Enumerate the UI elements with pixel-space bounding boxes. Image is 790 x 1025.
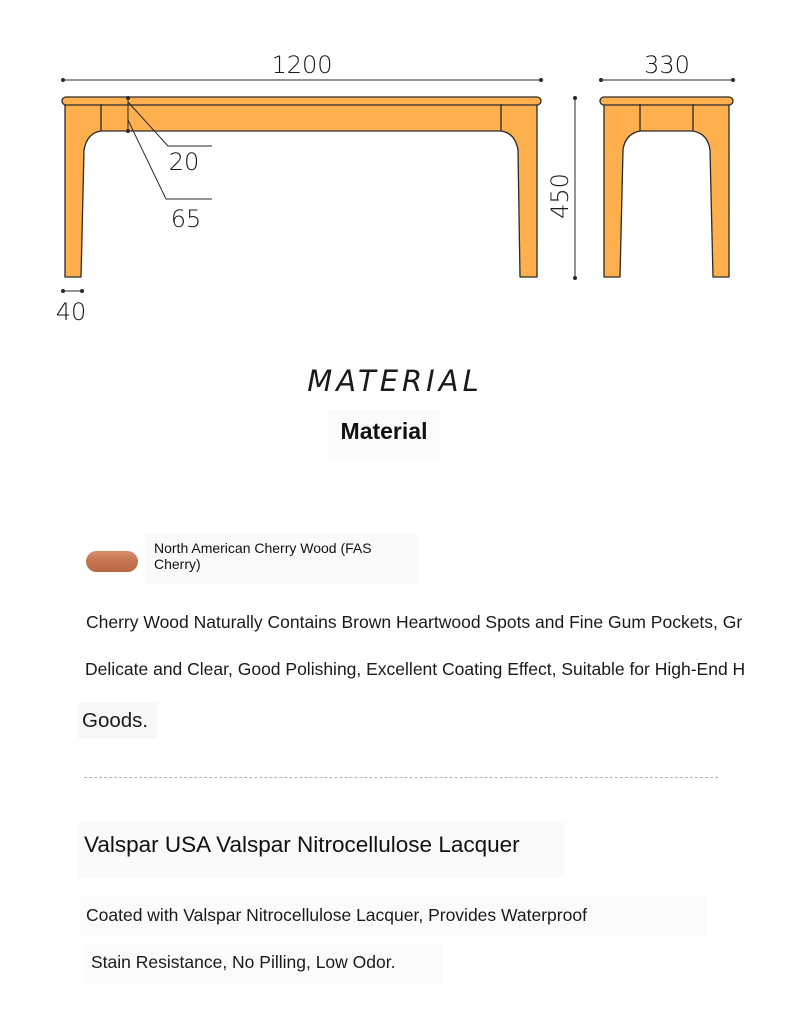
apron-height-label: 65 bbox=[170, 205, 202, 233]
wood-description-line-2: Delicate and Clear, Good Polishing, Excellent Coating Effect, Suitable for High-End H bbox=[85, 659, 746, 679]
wood-material-name: North American Cherry Wood (FAS Cherry) bbox=[154, 540, 372, 572]
lacquer-description-line-2: Stain Resistance, No Pilling, Low Odor. bbox=[91, 952, 396, 972]
length-label: 1200 bbox=[271, 51, 333, 79]
lacquer-description-line-1: Coated with Valspar Nitrocellulose Lacquer, Provides Waterproof bbox=[86, 905, 587, 925]
side-view-body bbox=[604, 104, 729, 277]
cherry-wood-swatch-icon bbox=[86, 551, 138, 572]
lacquer-title: Valspar USA Valspar Nitrocellulose Lacquer bbox=[84, 832, 520, 857]
side-view bbox=[600, 97, 733, 277]
material-heading-en: MATERIAL bbox=[307, 364, 483, 398]
leg-width-label: 40 bbox=[55, 298, 87, 326]
wood-description-line-1: Cherry Wood Naturally Contains Brown Heartwood Spots and Fine Gum Pockets, Gr bbox=[86, 612, 743, 632]
front-view bbox=[62, 97, 541, 277]
height-label: 450 bbox=[546, 173, 574, 219]
bench-dimension-drawing bbox=[0, 0, 790, 340]
depth-label: 330 bbox=[644, 51, 690, 79]
top-thickness-label: 20 bbox=[168, 148, 200, 176]
wood-description-line-3: Goods. bbox=[82, 709, 149, 732]
section-divider bbox=[84, 777, 718, 778]
front-view-tabletop bbox=[62, 97, 541, 105]
material-heading: Material bbox=[328, 410, 440, 460]
front-view-body bbox=[65, 104, 537, 277]
side-view-tabletop bbox=[600, 97, 733, 105]
